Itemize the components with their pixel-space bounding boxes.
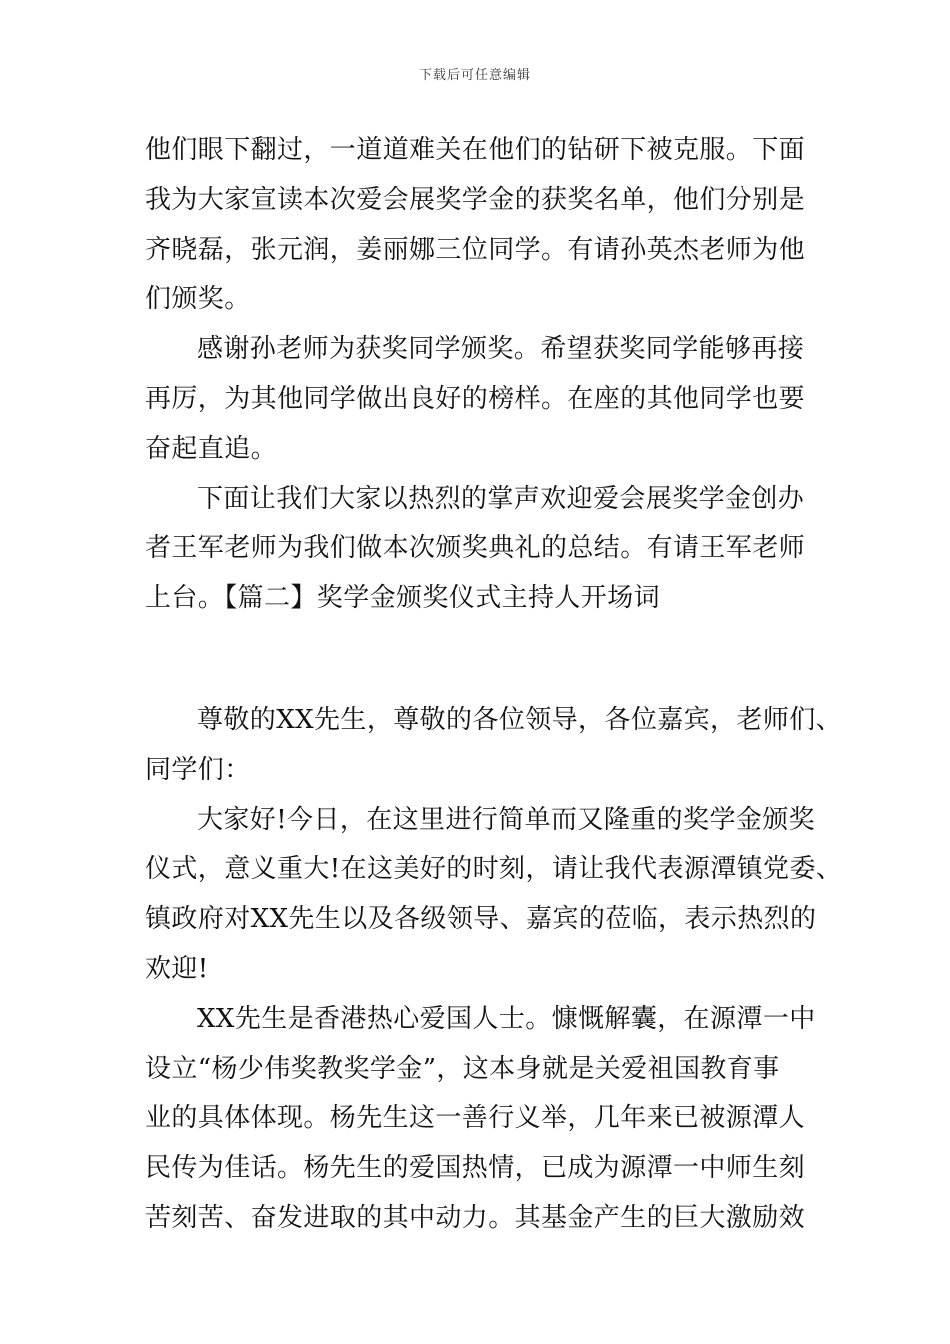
text-line: 欢迎! [145, 953, 209, 984]
text-line: 们颁奖。 [145, 284, 251, 315]
text-line: 再厉，为其他同学做出良好的榜样。在座的其他同学也要 [145, 383, 806, 414]
text-line: 苦刻苦、奋发进取的其中动力。其基金产生的巨大激励效 [145, 1202, 806, 1233]
text-line: 他们眼下翻过，一道道难关在他们的钻研下被克服。下面 [145, 135, 806, 165]
text-line: 下面让我们大家以热烈的掌声欢迎爱会展奖学金创办 [197, 483, 805, 514]
paragraph-gap [145, 624, 813, 696]
text-line: 感谢孙老师为获奖同学颁奖。希望获奖同学能够再接 [197, 334, 805, 365]
text-line: 业的具体体现。杨先生这一善行义举，几年来已被源潭人 [145, 1103, 806, 1134]
text-line: 民传为佳话。杨先生的爱国热情，已成为源潭一中师生刻 [145, 1153, 806, 1184]
section-heading-line: 上台。【篇二】奖学金颁奖仪式主持人开场词 [145, 583, 661, 614]
text-line: 大家好!今日，在这里进行简单而又隆重的奖学金颁奖 [197, 804, 816, 835]
page-header: 下载后可任意编辑 [418, 68, 531, 83]
text-line: 同学们： [145, 754, 251, 785]
text-line: 我为大家宣读本次爱会展奖学金的获奖名单，他们分别是 [145, 184, 806, 215]
text-line: 者王军老师为我们做本次颁奖典礼的总结。有请王军老师 [145, 533, 806, 564]
document-body [145, 126, 843, 1244]
text-line: 设立“杨少伟奖教奖学金”，这本身就是关爱祖国教育事 [145, 1053, 780, 1084]
text-line: 仪式，意义重大!在这美好的时刻，请让我代表源潭镇党委、 [145, 854, 843, 885]
text-line: 齐晓磊，张元润，姜丽娜三位同学。有请孙英杰老师为他 [145, 234, 806, 265]
text-line: 奋起直追。 [145, 433, 278, 464]
text-line: XX先生是香港热心爱国人士。慷慨解囊，在源潭一中 [197, 1003, 816, 1034]
text-line: 尊敬的XX先生，尊敬的各位领导，各位嘉宾，老师们、 [197, 704, 843, 735]
text-line: 镇政府对XX先生以及各级领导、嘉宾的莅临，表示热烈的 [145, 904, 817, 935]
